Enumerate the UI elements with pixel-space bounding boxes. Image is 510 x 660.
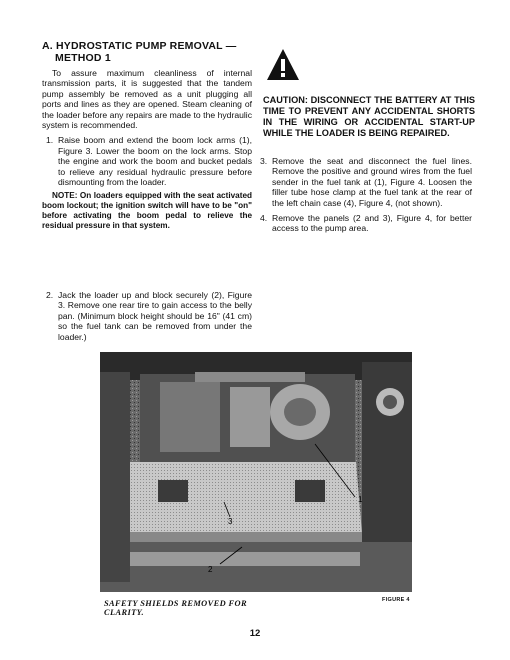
step-1: 1. Raise boom and extend the boom lock arms (1), Figure 3. Lower the boom on the lock arms. Stop the engine and work the boom and bucket pedals to relieve any residual hydraulic pressure before dismounting from the loader.: [46, 135, 252, 188]
photo-callout: 1: [358, 495, 363, 504]
figure-label: FIGURE 4: [382, 597, 410, 603]
note-paragraph: NOTE: On loaders equipped with the seat activated boom lockout; the ignition switch will have to be "on" before activating the boom pedal to relieve the residual pressure in that system.: [42, 191, 252, 231]
step-2-block: [42, 290, 252, 342]
left-column: [42, 40, 252, 231]
caution-text: CAUTION: DISCONNECT THE BATTERY AT THIS TIME TO PREVENT ANY ACCIDENTAL SHORTS IN THE WIRING OR ACCIDENTAL START-UP WHILE THE LOADER IS BEING REPAIRED.: [263, 95, 475, 138]
right-steps: [260, 156, 472, 239]
section-heading: A. HYDROSTATIC PUMP REMOVAL — METHOD 1: [42, 40, 237, 64]
step-3: 3. Remove the seat and disconnect the fuel lines. Remove the positive and ground wires from the fuel sender in the fuel tank at (1), Figure 4. Loosen the filler tube hose clamp at the fuel tank at the rear of the left chain case (4), Figure 4, (not shown).: [260, 156, 472, 208]
photo-callout: 3: [228, 517, 233, 526]
page-number: 12: [249, 628, 261, 639]
intro-paragraph: To assure maximum cleanliness of internal transmission parts, it is suggested that the tandem pump assembly be removed as a unit plugging all ports and lines as they are opened. Steam cleaning of the loader before any repairs are made to the hydraulic system is recommended.: [42, 68, 252, 131]
photo-caption: SAFETY SHIELDS REMOVED FOR CLARITY.: [104, 599, 247, 617]
step-4: 4. Remove the panels (2 and 3), Figure 4, for better access to the pump area.: [260, 213, 472, 234]
photo-callout: 2: [208, 565, 213, 574]
warning-triangle-icon: [266, 48, 300, 82]
step-2: 2. Jack the loader up and block securely (2), Figure 3. Remove one rear tire to gain access to the belly pan. (Minimum block height should be 16" (41 cm) so the fuel tank can be removed from under the loader.): [46, 290, 252, 342]
figure-4-photo: [100, 352, 412, 592]
